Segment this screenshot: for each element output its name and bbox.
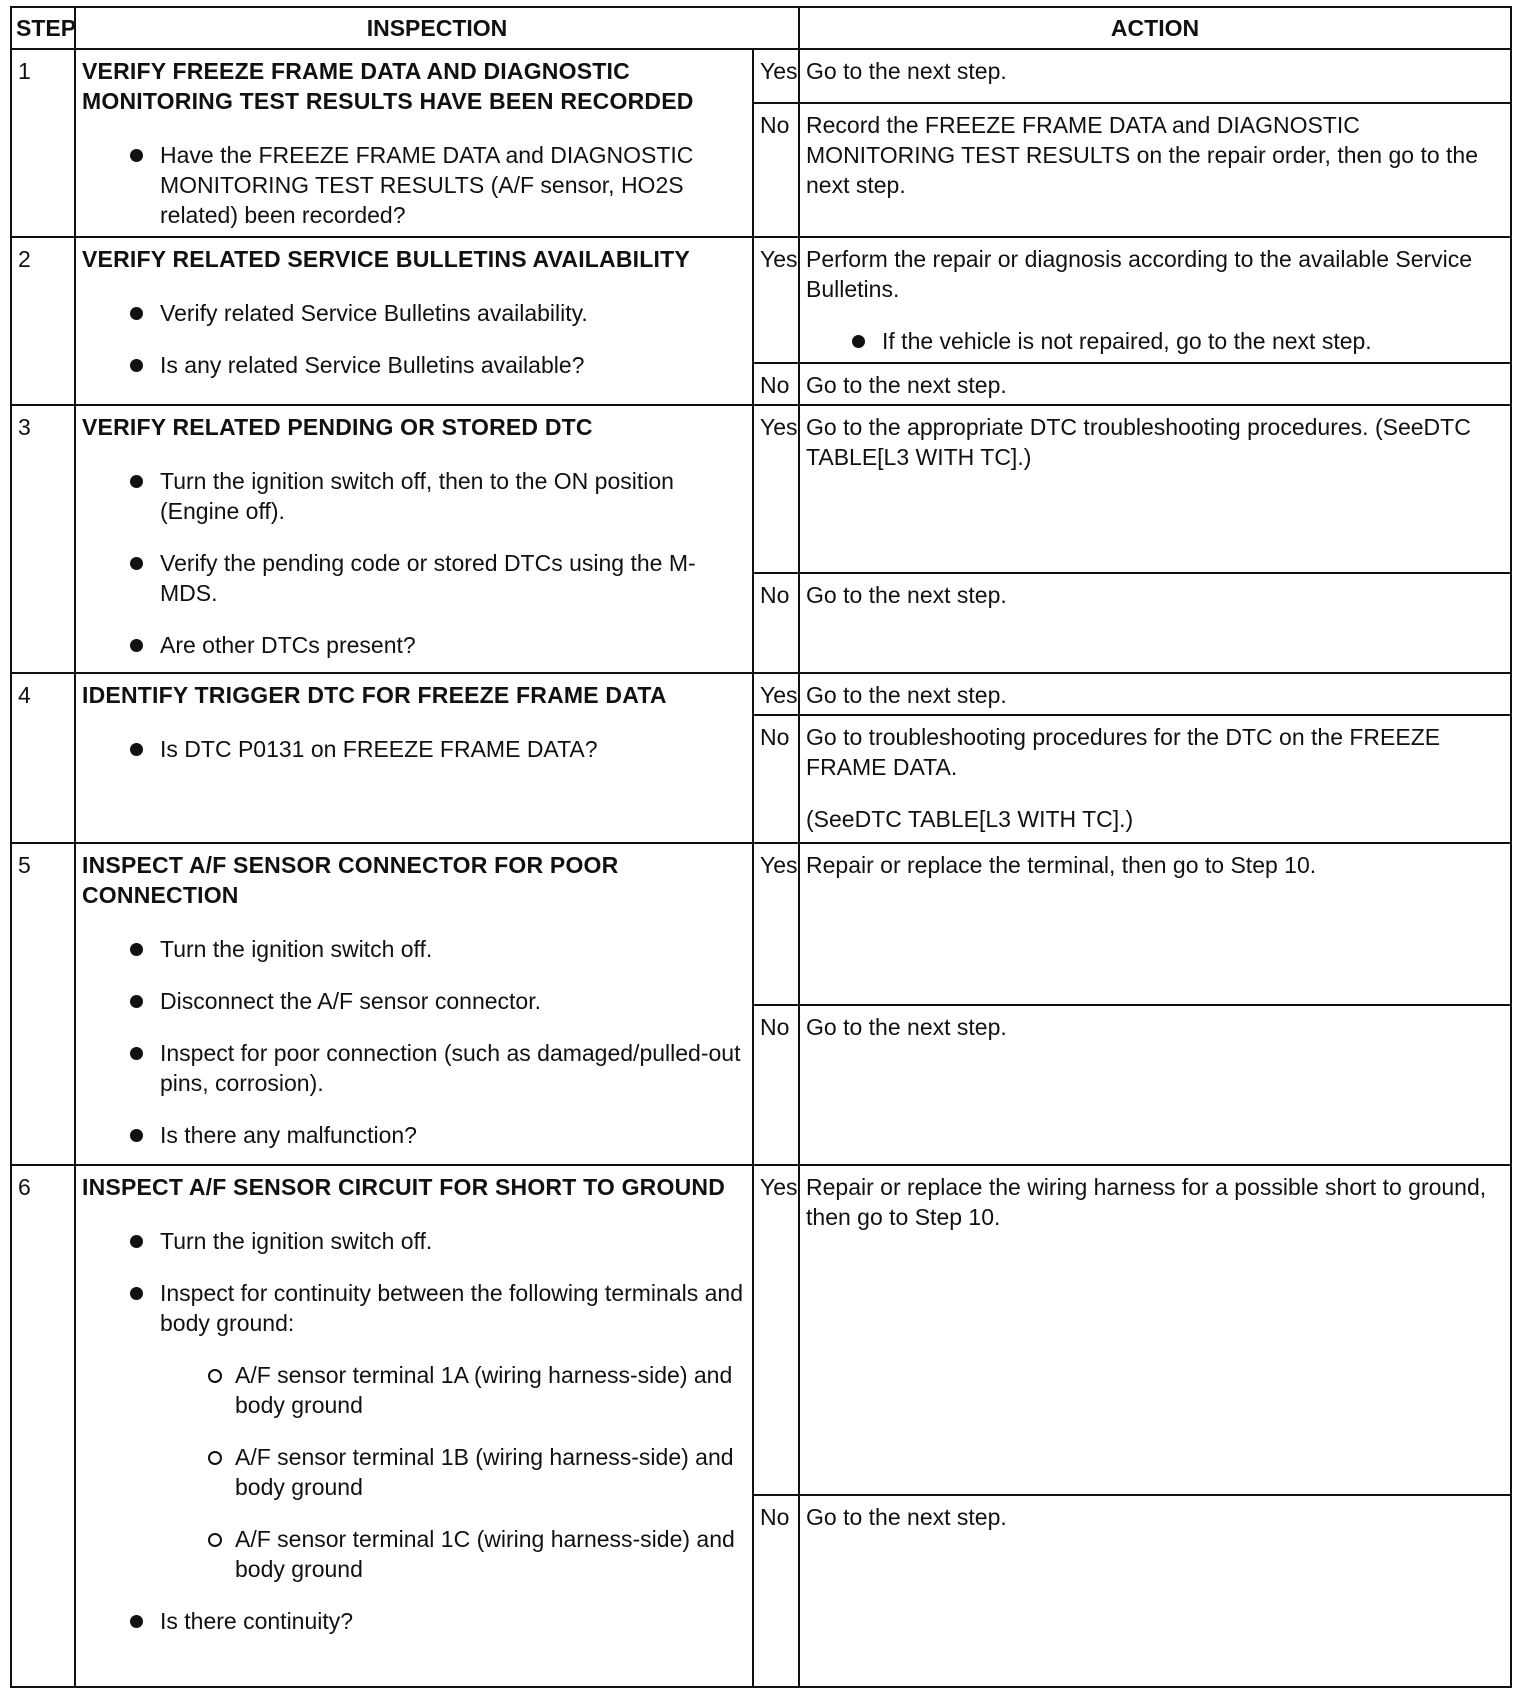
- table-row: [11, 405, 1511, 573]
- table-row: [11, 237, 1511, 363]
- bullet-icon: [130, 149, 143, 162]
- no-action: Go to the next step.: [799, 363, 1511, 405]
- circle-bullet-icon: [208, 1451, 222, 1465]
- table-row: [11, 1165, 1511, 1495]
- no-action-cell: [799, 715, 1511, 843]
- yes-action: Perform the repair or diagnosis according to the available Service Bulletins.: [806, 246, 1473, 302]
- list-item: Have the FREEZE FRAME DATA and DIAGNOSTIC MONITORING TEST RESULTS (A/F sensor, HO2S related) been recorded?: [82, 140, 746, 230]
- inspection-cell: [75, 405, 753, 673]
- bullet-icon: [130, 1287, 143, 1300]
- yes-action: Go to the appropriate DTC troubleshooting procedures. (SeeDTC TABLE[L3 WITH TC].): [799, 405, 1511, 573]
- step-number: 1: [11, 49, 75, 237]
- sub-list-item: A/F sensor terminal 1B (wiring harness-side) and body ground: [160, 1442, 746, 1502]
- bullet-list: [82, 298, 746, 380]
- bullet-list: [82, 934, 746, 1150]
- yes-action: Repair or replace the wiring harness for a possible short to ground, then go to Step 10.: [799, 1165, 1511, 1495]
- step-number: 5: [11, 843, 75, 1165]
- bullet-icon: [130, 995, 143, 1008]
- no-action: Go to the next step.: [799, 573, 1511, 673]
- bullet-list: [82, 140, 746, 230]
- yes-label: Yes: [753, 1165, 799, 1495]
- list-item: Inspect for continuity between the following terminals and body ground: A/F sensor terminal 1A (wiring harness-side) and body ground A/F sensor terminal 1B (wiring harness-side) and body ground A/F sensor terminal 1C (wiring harness-side) and body ground: [82, 1278, 746, 1584]
- step-title: IDENTIFY TRIGGER DTC FOR FREEZE FRAME DATA: [82, 682, 667, 708]
- list-item: If the vehicle is not repaired, go to the next step.: [806, 326, 1504, 356]
- list-item: Is any related Service Bulletins available?: [82, 350, 746, 380]
- list-item: Is DTC P0131 on FREEZE FRAME DATA?: [82, 734, 746, 764]
- bullet-icon: [130, 1129, 143, 1142]
- yes-label: Yes: [753, 49, 799, 103]
- inspection-cell: [75, 237, 753, 405]
- bullet-list: [82, 1226, 746, 1636]
- step-number: 6: [11, 1165, 75, 1687]
- yes-label: Yes: [753, 405, 799, 573]
- no-action: Go to the next step.: [799, 1495, 1511, 1687]
- bullet-icon: [130, 1615, 143, 1628]
- bullet-icon: [130, 639, 143, 652]
- inspection-cell: [75, 843, 753, 1165]
- list-item: Verify the pending code or stored DTCs using the M-MDS.: [82, 548, 746, 608]
- no-action: Go to the next step.: [799, 1005, 1511, 1165]
- circle-bullet-icon: [208, 1369, 222, 1383]
- step-title: VERIFY RELATED PENDING OR STORED DTC: [82, 414, 593, 440]
- bullet-icon: [130, 359, 143, 372]
- no-label: No: [753, 1005, 799, 1165]
- diagnostic-table: [10, 6, 1512, 1688]
- no-label: No: [753, 1495, 799, 1687]
- sub-bullet-list: [160, 1360, 746, 1584]
- step-title: INSPECT A/F SENSOR CONNECTOR FOR POOR CONNECTION: [82, 852, 619, 908]
- sub-list-item: A/F sensor terminal 1A (wiring harness-side) and body ground: [160, 1360, 746, 1420]
- list-item: Inspect for poor connection (such as damaged/pulled-out pins, corrosion).: [82, 1038, 746, 1098]
- inspection-cell: [75, 673, 753, 843]
- step-number: 4: [11, 673, 75, 843]
- table-row: [11, 49, 1511, 103]
- bullet-icon: [130, 557, 143, 570]
- header-action: ACTION: [799, 7, 1511, 49]
- step-number: 3: [11, 405, 75, 673]
- no-action-reference: (SeeDTC TABLE[L3 WITH TC].): [806, 806, 1134, 832]
- circle-bullet-icon: [208, 1533, 222, 1547]
- list-item: Is there continuity?: [82, 1606, 746, 1636]
- yes-label: Yes: [753, 237, 799, 363]
- list-item: Is there any malfunction?: [82, 1120, 746, 1150]
- inspection-cell: [75, 1165, 753, 1687]
- step-title: VERIFY FREEZE FRAME DATA AND DIAGNOSTIC MONITORING TEST RESULTS HAVE BEEN RECORDED: [82, 58, 694, 114]
- table-row: [11, 673, 1511, 715]
- sub-list-item: A/F sensor terminal 1C (wiring harness-side) and body ground: [160, 1524, 746, 1584]
- yes-action: Repair or replace the terminal, then go to Step 10.: [799, 843, 1511, 1005]
- step-title: VERIFY RELATED SERVICE BULLETINS AVAILABILITY: [82, 246, 690, 272]
- header-inspection: INSPECTION: [75, 7, 799, 49]
- header-step: STEP: [11, 7, 75, 49]
- bullet-icon: [130, 743, 143, 756]
- step-title: INSPECT A/F SENSOR CIRCUIT FOR SHORT TO GROUND: [82, 1174, 726, 1200]
- yes-label: Yes: [753, 673, 799, 715]
- yes-label: Yes: [753, 843, 799, 1005]
- bullet-icon: [130, 307, 143, 320]
- bullet-icon: [130, 1047, 143, 1060]
- inspection-cell: [75, 49, 753, 237]
- bullet-list: [82, 734, 746, 764]
- no-action: Go to troubleshooting procedures for the DTC on the FREEZE FRAME DATA.: [806, 724, 1441, 780]
- bullet-icon: [852, 335, 865, 348]
- table-row: [11, 843, 1511, 1005]
- table-header-row: [11, 7, 1511, 49]
- yes-action: Go to the next step.: [799, 673, 1511, 715]
- no-action: Record the FREEZE FRAME DATA and DIAGNOSTIC MONITORING TEST RESULTS on the repair order, then go to the next step.: [799, 103, 1511, 237]
- bullet-list: [82, 466, 746, 660]
- yes-action-cell: [799, 237, 1511, 363]
- list-item: Verify related Service Bulletins availability.: [82, 298, 746, 328]
- list-item: Turn the ignition switch off.: [82, 934, 746, 964]
- no-label: No: [753, 103, 799, 237]
- step-number: 2: [11, 237, 75, 405]
- bullet-icon: [130, 475, 143, 488]
- bullet-icon: [130, 1235, 143, 1248]
- list-item: Turn the ignition switch off, then to the ON position (Engine off).: [82, 466, 746, 526]
- no-label: No: [753, 573, 799, 673]
- bullet-icon: [130, 943, 143, 956]
- list-item: Disconnect the A/F sensor connector.: [82, 986, 746, 1016]
- yes-action: Go to the next step.: [799, 49, 1511, 103]
- no-label: No: [753, 363, 799, 405]
- no-label: No: [753, 715, 799, 843]
- list-item: Are other DTCs present?: [82, 630, 746, 660]
- list-item: Turn the ignition switch off.: [82, 1226, 746, 1256]
